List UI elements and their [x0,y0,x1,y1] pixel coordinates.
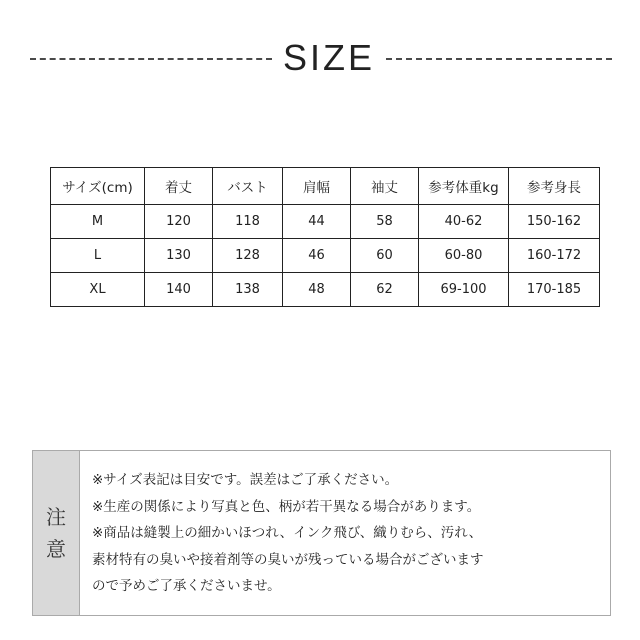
table-cell: 120 [145,205,213,239]
notice-line: ※商品は縫製上の細かいほつれ、インク飛び、織りむら、汚れ、 [92,525,483,541]
right-dashed-divider [386,58,612,60]
notice-line: ので予めご了承くださいませ。 [92,578,281,594]
column-header-weight: 参考体重kg [419,168,509,205]
table-cell: 128 [213,239,283,273]
column-header-shoulder: 肩幅 [283,168,351,205]
table-cell: 138 [213,273,283,307]
table-row [51,239,600,273]
column-header-size: サイズ(cm) [51,168,145,205]
table-cell: 60 [351,239,419,273]
size-table [50,167,600,307]
column-header-sleeve: 袖丈 [351,168,419,205]
table-cell: 60-80 [419,239,509,273]
notice-line: ※サイズ表記は目安です。誤差はご了承ください。 [92,472,399,488]
table-cell: 48 [283,273,351,307]
notice-line: 素材特有の臭いや接着剤等の臭いが残っている場合がございます [92,551,484,568]
notice-label [33,451,80,615]
table-cell: 58 [351,205,419,239]
table-cell: 46 [283,239,351,273]
table-cell: 40-62 [419,205,509,239]
table-row [51,205,600,239]
notice-box [32,450,611,616]
table-cell: M [51,205,145,239]
table-cell: 44 [283,205,351,239]
left-dashed-divider [30,58,272,60]
table-cell: 130 [145,239,213,273]
table-cell: L [51,239,145,273]
column-header-length: 着丈 [145,168,213,205]
table-cell: XL [51,273,145,307]
page-title: SIZE [282,37,375,78]
notice-label-char: 注 [46,505,66,529]
table-header-row [51,168,600,205]
table-cell: 160-172 [509,239,600,273]
notice-text [80,451,610,615]
table-cell: 69-100 [419,273,509,307]
column-header-bust: バスト [213,168,283,205]
table-cell: 170-185 [509,273,600,307]
table-cell: 62 [351,273,419,307]
page-header [0,30,640,86]
notice-label-char: 意 [46,537,66,561]
notice-line: ※生産の関係により写真と色、柄が若干異なる場合があります。 [92,498,481,515]
table-row [51,273,600,307]
table-cell: 140 [145,273,213,307]
table-cell: 150-162 [509,205,600,239]
column-header-height: 参考身長 [509,168,600,205]
table-cell: 118 [213,205,283,239]
